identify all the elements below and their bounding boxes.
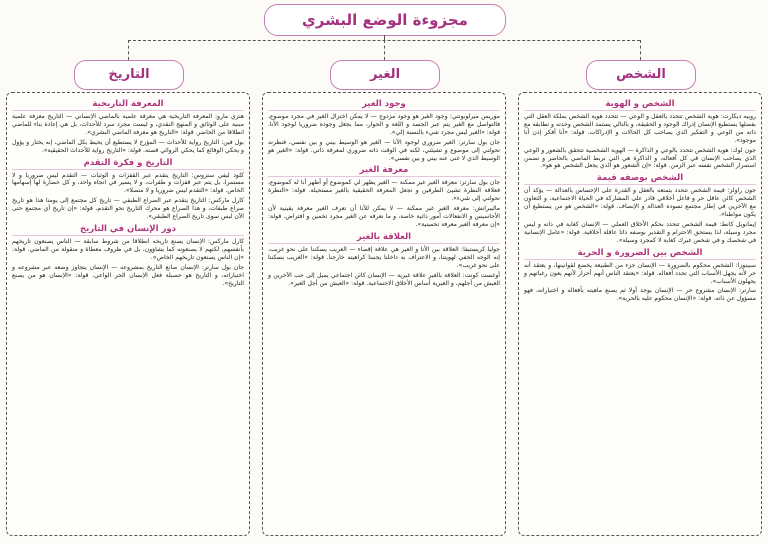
- section-heading: دور الإنسان في التاريخ: [12, 224, 244, 236]
- axis-history: التاريخ: [74, 60, 184, 90]
- column-other: [262, 92, 506, 536]
- column-history: [6, 92, 250, 536]
- paragraph: سارتر: الإنسان مشروع حر — الإنسان يوجد أولا ثم يصنع ماهيته بأفعاله و اختياراته، فهو مسؤول عن ذاته. قولة: «الإنسان محكوم عليه بالحرية».: [524, 287, 756, 303]
- section-heading: الشخص بوصفه قيمة: [524, 173, 756, 185]
- column-person: [518, 92, 762, 536]
- paragraph: جون لوك: هوية الشخص تتحدد بالوعي و الذاكرة — الهوية الشخصية تتحقق بالشعور و الوعي الذي يصاحب الإنسان في كل أفعاله، و الذاكرة هي التي تربط الماضي بالحاضر و تضمن استمرار الشخص نفسه عبر الزمن. قولة: «إن الشعور هو الذي يجعل الشخص هو هو».: [524, 146, 756, 170]
- paragraph: ماليبرانش: معرفة الغير غير ممكنة — لا يمكن للأنا أن تعرف الغير معرفة يقينية لأن الأحاسيس و الانفعالات أمور ذاتية خاصة، و ما نعرفه عن الغير مجرد تخمين و افتراض. قولة: «إن معرفة الغير معرفة تخمينية».: [268, 205, 500, 228]
- axis-person: الشخص: [586, 60, 696, 90]
- paragraph: كلود ليفي ستروس: التاريخ يتقدم عبر القفزات و الوثبات — التقدم ليس ضروريا و لا مستمرا، بل يتم عبر قفزات و طفرات، و لا يسير في اتجاه واحد، و كل حضارة لها إسهامها الخاص. قولة: «التقدم ليس ضروريا و لا متصلا».: [12, 171, 244, 195]
- section-heading: معرفة الغير: [268, 165, 500, 177]
- connector-mid: [384, 40, 385, 60]
- paragraph: جان بول سارتر: معرفة الغير غير ممكنة — الغير يظهر لي كموضوع أو أظهر أنا له كموضوع، فعلاقة النظرة تشيئ الطرفين و تجعل المعرفة الحقيقية بالغير مستحيلة. قولة: «النظرة تحولني إلى شيء».: [268, 179, 500, 203]
- paragraph: جان بول سارتر: الإنسان صانع التاريخ بمشروعه — الإنسان يتجاوز وضعه عبر مشروعه و اختياراته، و التاريخ هو حصيلة فعل الإنسان الحر الواعي. قولة: «الإنسان هو من يصنع التاريخ».: [12, 263, 244, 287]
- section-heading: المعرفة التاريخية: [12, 99, 244, 111]
- section-heading: التاريخ و فكرة التقدم: [12, 158, 244, 170]
- page-title: مجزوءة الوضع البشري: [264, 4, 506, 36]
- axis-other: الغير: [330, 60, 440, 90]
- section-heading: العلاقة بالغير: [268, 232, 500, 244]
- paragraph: أوغست كونت: العلاقة بالغير علاقة غيرية — الإنسان كائن اجتماعي يميل إلى حب الآخرين و العيش من أجلهم، و الغيرية أساس الأخلاق الاجتماعية. قولة: «العيش من أجل الغير».: [268, 271, 500, 287]
- paragraph: إيمانويل كانط: قيمة الشخص تتحدد بحكم الأخلاق العملي — الإنسان كغاية في ذاته و ليس مجرد وسيلة، لذا يستحق الاحترام و التقدير بوصفه ذاتا عاقلة أخلاقية. قولة: «عامل الإنسانية في شخصك و في شخص غيرك كغاية لا كمجرد وسيلة».: [524, 220, 756, 244]
- paragraph: موريس ميرلوبونتي: وجود الغير هو وجود مزدوج — لا يمكن اختزال الغير في مجرد موضوع، فالتواصل مع الغير يتم عبر الجسد و اللغة و الحوار، مما يجعل وجوده ضروريا لوجود الأنا. قولة: «الغير ليس مجرد شيء بالنسبة إلي».: [268, 113, 500, 136]
- connector-right: [640, 40, 641, 60]
- paragraph: بول فين: التاريخ رواية للأحداث — المؤرخ لا يستطيع أن يحيط بكل الماضي، إنه يختار و يؤول و يحكي الوقائع كما يحكي الروائي قصته. قولة: «التاريخ رواية للأحداث الحقيقية».: [12, 138, 244, 154]
- section-heading: وجود الغير: [268, 99, 500, 111]
- paragraph: كارل ماركس: التاريخ يتقدم عبر الصراع الطبقي — تاريخ كل مجتمع إلى يومنا هذا هو تاريخ صراع طبقات، و هذا الصراع هو محرك التاريخ نحو التقدم. قولة: «إن تاريخ أي مجتمع حتى الآن ليس سوى تاريخ الصراع الطبقي».: [12, 197, 244, 221]
- paragraph: جوليا كريستيفا: العلاقة بين الأنا و الغير هي علاقة إقصاء — الغريب يسكننا على نحو غريب، إنه الوجه الخفي لهويتنا، و الاعتراف به داخلنا يجنبنا كراهيته خارجنا. قولة: «الغريب يسكننا على نحو غريب».: [268, 245, 500, 269]
- connector-left: [128, 40, 129, 60]
- section-heading: الشخص بين الضرورة و الحرية: [524, 248, 756, 260]
- paragraph: جون راولز: قيمة الشخص تتحدد بتمتعه بالعقل و القدرة على الإحساس بالعدالة — يؤكد أن الشخص كائن عاقل حر و فاعل أخلاقي قادر على المشاركة في الحياة الاجتماعية، و التعاون مع الآخرين في إطار مجتمع تسوده العدالة و الإنصاف. قولة: «الشخص هو من يستطيع أن يكون مواطنا».: [524, 187, 756, 219]
- paragraph: هنري مارو: المعرفة التاريخية هي معرفة علمية بالماضي الإنساني — التاريخ معرفة علمية مبنية على الوثائق و المنهج النقدي، و ليست مجرد سرد للأحداث، بل هي إعادة بناء للماضي انطلاقا من الحاضر. قولة: «التاريخ هو معرفة الماضي البشري».: [12, 113, 244, 136]
- paragraph: كارل ماركس: الإنسان يصنع تاريخه انطلاقا من شروط سابقة — الناس يصنعون تاريخهم بأنفسهم، لكنهم لا يصنعونه كما يشاؤون، بل في ظروف معطاة و منقولة من الماضي. قولة: «إن الناس يصنعون تاريخهم الخاص».: [12, 237, 244, 261]
- section-heading: الشخص و الهوية: [524, 99, 756, 111]
- paragraph: سبينوزا: الشخص محكوم بالضرورة — الإنسان جزء من الطبيعة يخضع لقوانينها، و يعتقد أنه حر لأنه يجهل الأسباب التي تحدد أفعاله. قولة: «يعتقد الناس أنهم أحرار لأنهم يعون رغباتهم و يجهلون الأسباب».: [524, 261, 756, 285]
- paragraph: جان بول سارتر: الغير ضروري لوجود الأنا — الغير هو الوسيط بيني و بين نفسي، فنظرته تحولني إلى موضوع و تشيئني، لكنه في الوقت ذاته ضروري لمعرفة ذاتي. قولة: «الغير هو الوسيط الذي لا غنى عنه بيني و بين نفسي».: [268, 138, 500, 162]
- paragraph: روبيه ديكارت: هوية الشخص تتحدد بالعقل و الوعي — تتحدد هوية الشخص بملكة العقل التي بفضلها يستطيع الإنسان إدراك الوجود و الحقيقة، و بالتالي يستمد الشخص وحدته و تطابقه مع ذاته من الوعي و التفكير الذي يصاحب كل الحالات و الإدراكات. قولة: «أنا أفكر إذن أنا موجود».: [524, 113, 756, 144]
